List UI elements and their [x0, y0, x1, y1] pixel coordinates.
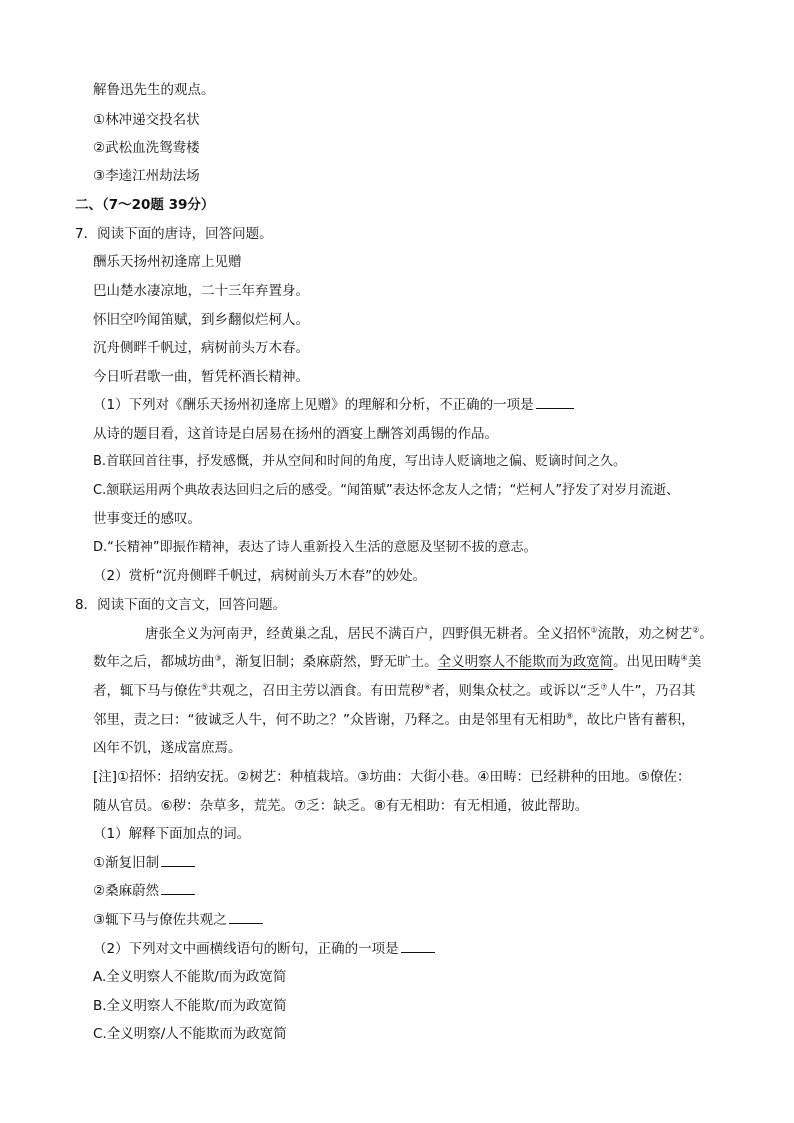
- q8-word-2: ②桑麻蔚然: [93, 882, 195, 900]
- q7-choice-a: 从诗的题目看，这首诗是白居易在扬州的酒宴上酬答刘禹锡的作品。: [93, 426, 498, 442]
- passage-line-3: 者，辄下马与僚佐⑤共观之，召田主劳以酒食。有田荒秽⑥者，则集众杖之。或诉以“乏⑦人牛”，乃召其: [93, 682, 696, 699]
- notes-line-1: [注]①招怀：招纳安抚。②树艺：种植栽培。③坊曲：大街小巷。④田畴：已经耕种的田地。⑤僚佐：: [93, 769, 691, 785]
- q8-sub2: （2）下列对文中画横线语句的断句，正确的一项是: [93, 940, 435, 958]
- prev-question-tail: 解鲁迅先生的观点。: [93, 82, 215, 98]
- poem-line-1: 巴山楚水凄凉地，二十三年弃置身。: [93, 283, 309, 299]
- q8-option-c: C.全义明察/人不能欺而为政宽简: [93, 1026, 287, 1042]
- q7-sub1: （1）下列对《酬乐天扬州初逢席上见赠》的理解和分析，不正确的一项是: [93, 396, 574, 414]
- q7-choice-c-line1: C.颔联运用两个典故表达回归之后的感受。“闻笛赋”表达怀念友人之情；“烂柯人”抒发了对岁月流逝、: [93, 483, 680, 498]
- answer-blank[interactable]: [401, 940, 435, 953]
- passage-line-4: 邻里，责之曰：“彼诚乏人牛，何不助之？”众皆谢，乃释之。由是邻里有无相助⑧，故比户皆有蓄积，: [93, 711, 695, 728]
- q8-sub1: （1）解释下面加点的词。: [93, 826, 251, 842]
- q8-word-1: ①渐复旧制: [93, 854, 195, 872]
- q8-stem: 8．阅读下面的文言文，回答问题。: [75, 597, 287, 613]
- notes-line-2: 随从官员。⑥秽：杂草多，荒芜。⑦乏：缺乏。⑧有无相助：有无相通，彼此帮助。: [93, 798, 589, 814]
- q8-option-b: B.全义明察人不能欺/而为政宽简: [93, 998, 287, 1014]
- poem-line-3: 沉舟侧畔千帆过，病树前头万木春。: [93, 340, 309, 356]
- prev-option-3: ③李逵江州劫法场: [93, 168, 200, 184]
- answer-blank[interactable]: [161, 882, 195, 895]
- prev-option-1: ①林冲递交投名状: [93, 112, 200, 128]
- poem-title: 酬乐天扬州初逢席上见赠: [93, 254, 242, 270]
- q7-choice-d: D.“长精神”即振作精神，表达了诗人重新投入生活的意愿及坚韧不拔的意志。: [93, 540, 537, 555]
- q7-choice-b: B.首联回首往事，抒发感慨，并从空间和时间的角度，写出诗人贬谪地之偏、贬谪时间之久。: [93, 454, 627, 469]
- poem-line-4: 今日听君歌一曲，暂凭杯酒长精神。: [93, 369, 309, 385]
- prev-option-2: ②武松血洗鸳鸯楼: [93, 140, 200, 156]
- passage-line-5: 凶年不饥，遂成富庶焉。: [93, 740, 242, 756]
- underlined-sentence: 全义明察人不能欺而为政宽简: [437, 654, 614, 670]
- q8-option-a: A.全义明察人不能欺/而为政宽简: [93, 969, 287, 985]
- answer-blank[interactable]: [536, 396, 574, 409]
- passage-line-2: 数年之后，都城坊曲③，渐复旧制；桑麻蔚然，野无旷土。全义明察人不能欺而为政宽简。出见田畴④美: [93, 653, 702, 670]
- q7-choice-c-line2: 世事变迁的感叹。: [93, 511, 201, 527]
- poem-line-2: 怀旧空吟闻笛赋，到乡翻似烂柯人。: [93, 312, 309, 328]
- answer-blank[interactable]: [229, 911, 263, 924]
- q7-sub2: （2）赏析“沉舟侧畔千帆过，病树前头万木春”的妙处。: [93, 568, 427, 584]
- q7-stem: 7．阅读下面的唐诗，回答问题。: [75, 226, 273, 242]
- answer-blank[interactable]: [161, 854, 195, 867]
- passage-line-1: 唐张全义为河南尹，经黄巢之乱，居民不满百户，四野俱无耕者。全义招怀①流散，劝之树艺②。: [145, 625, 713, 642]
- section-heading: 二、（7～20题 39分）: [75, 197, 215, 213]
- q8-word-3: ③辄下马与僚佐共观之: [93, 911, 263, 929]
